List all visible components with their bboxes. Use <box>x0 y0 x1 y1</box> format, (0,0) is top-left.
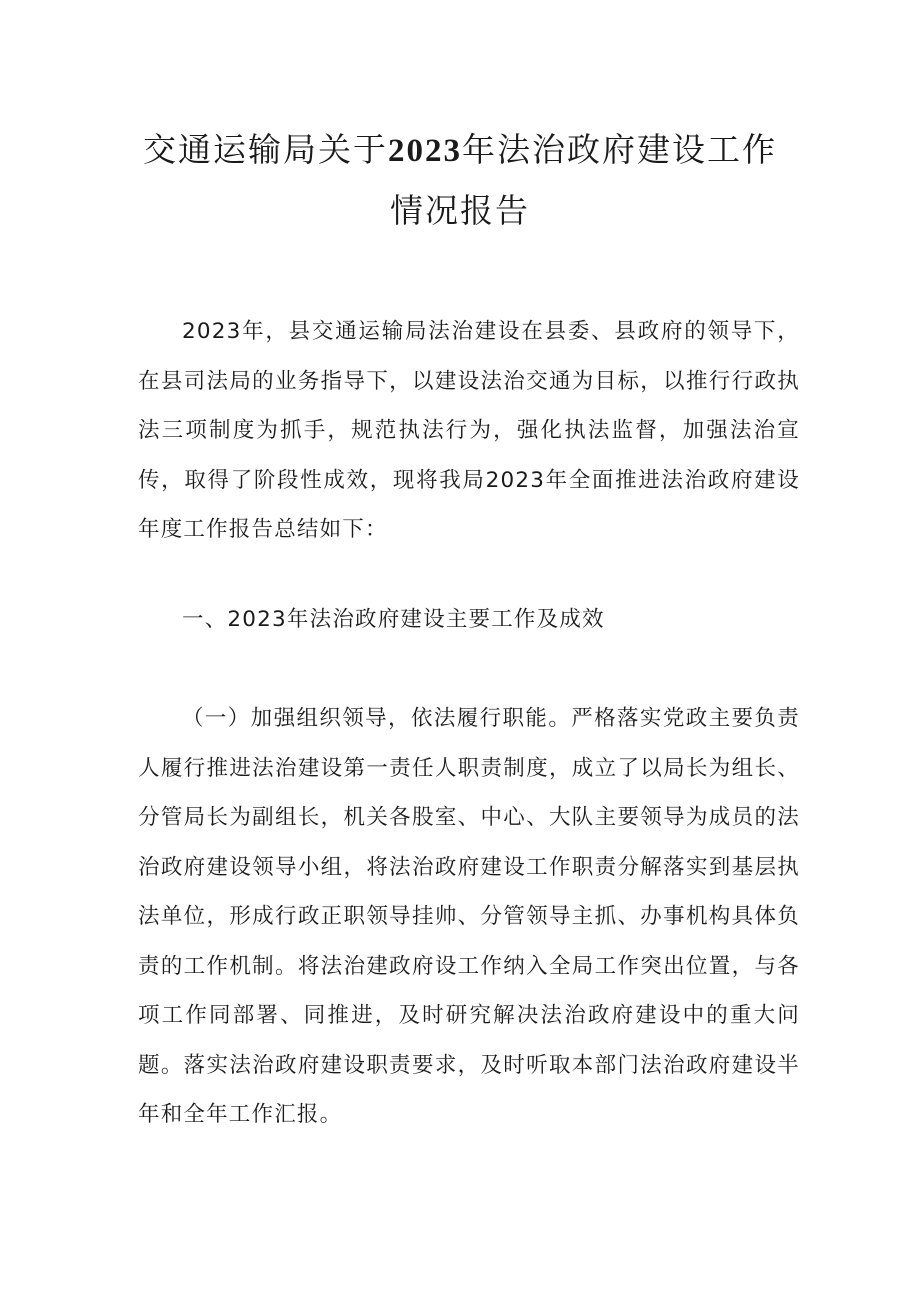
subsection-body: 严格落实党政主要负责人履行推进法治建设第一责任人职责制度，成立了以局长为组长、分管局长为副组长，机关各股室、中心、大队主要领导为成员的法治政府建设领导小组，将法治政府建设工作职责分解落实到基层执法单位，形成行政正职领导挂帅、分管领导主抓、办事机构具体负责的工作机制。将法治建政府设工作纳入全局工作突出位置，与各项工作同部署、同推进，及时研究解决法治政府建设中的重大问题。落实法治政府建设职责要求，及时听取本部门法治政府建设半年和全年工作汇报。 <box>138 706 800 1127</box>
section-heading: 一、2023年法治政府建设主要工作及成效 <box>182 607 605 632</box>
subsection-paragraph <box>138 694 800 1140</box>
title-year: 2023 <box>388 133 462 169</box>
title-prefix: 交通运输局关于 <box>143 130 388 169</box>
title-suffix: 年法治政府建设工作 <box>462 130 777 169</box>
subsection-lead: （一）加强组织领导，依法履行职能。 <box>182 706 572 731</box>
document-title-line-1 <box>0 124 920 171</box>
intro-paragraph: 2023年，县交通运输局法治建设在县委、县政府的领导下，在县司法局的业务指导下，以建设法治交通为目标，以推行行政执法三项制度为抓手，规范执法行为，强化执法监督，加强法治宣传，取得了阶段性成效，现将我局2023年全面推进法治政府建设年度工作报告总结如下： <box>138 319 800 542</box>
document-title-line-2: 情况报告 <box>390 191 530 230</box>
